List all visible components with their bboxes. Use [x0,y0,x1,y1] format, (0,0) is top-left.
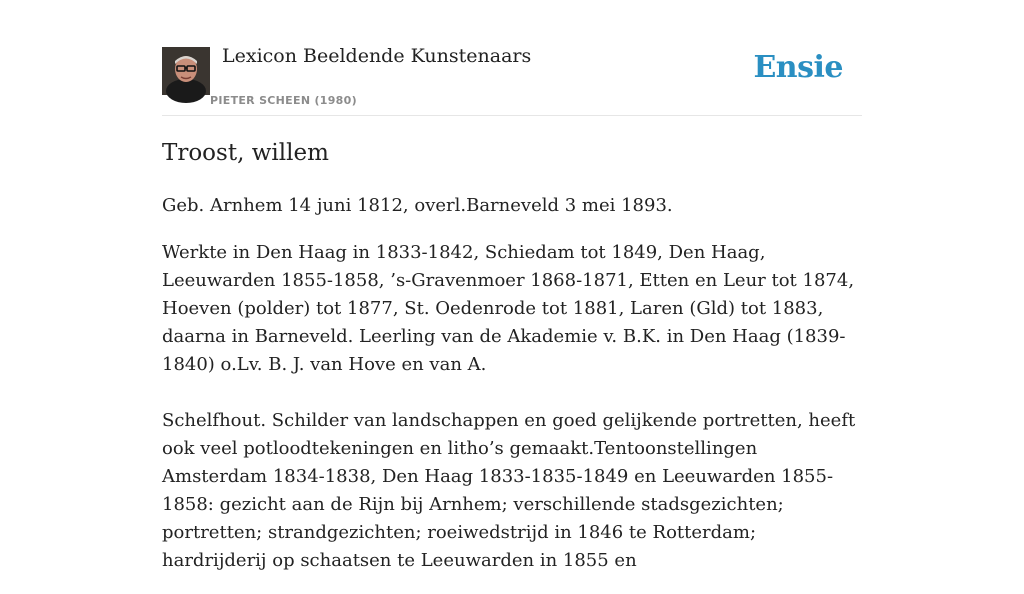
author-portrait-icon [162,47,210,95]
article-header [162,0,862,116]
author-byline[interactable]: PIETER SCHEEN (1980) [210,94,357,107]
article-paragraph: Schelfhout. Schilder van landschappen en goed gelijkende portretten, heeft ook veel potloodtekeningen en litho’s gemaakt.Tentoonstellingen Amsterdam 1834-1838, Den Haag 1833-1835-1849 en Leeuwarden 1855-1858: gezicht aan de Rijn bij Arnhem; verschillende stadsgezichten; portretten; strandgezichten; roeiwedstrijd in 1846 te Rotterdam; hardrijderij op schaatsen te Leeuwarden in 1855 en [162,410,856,571]
author-avatar[interactable] [162,47,210,95]
article-body [162,192,862,594]
publication-name[interactable]: Lexicon Beeldende Kunstenaars [222,45,532,67]
article-paragraph: Werkte in Den Haag in 1833-1842, Schiedam tot 1849, Den Haag, Leeuwarden 1855-1858, ’s-Gravenmoer 1868-1871, Etten en Leur tot 1874, Hoeven (polder) tot 1877, St. Oedenrode tot 1881, Laren (Gld) tot 1883, daarna in Barneveld. Leerling van de Akademie v. B.K. in Den Haag (1839-1840) o.Lv. B. J. van Hove en van A. [162,242,855,375]
article-paragraph: Geb. Arnhem 14 juni 1812, overl.Barneveld 3 mei 1893. [162,195,673,216]
article-title: Troost, willem [162,140,329,166]
ensie-logo[interactable]: Ensie [753,50,843,85]
article-card [162,0,862,571]
